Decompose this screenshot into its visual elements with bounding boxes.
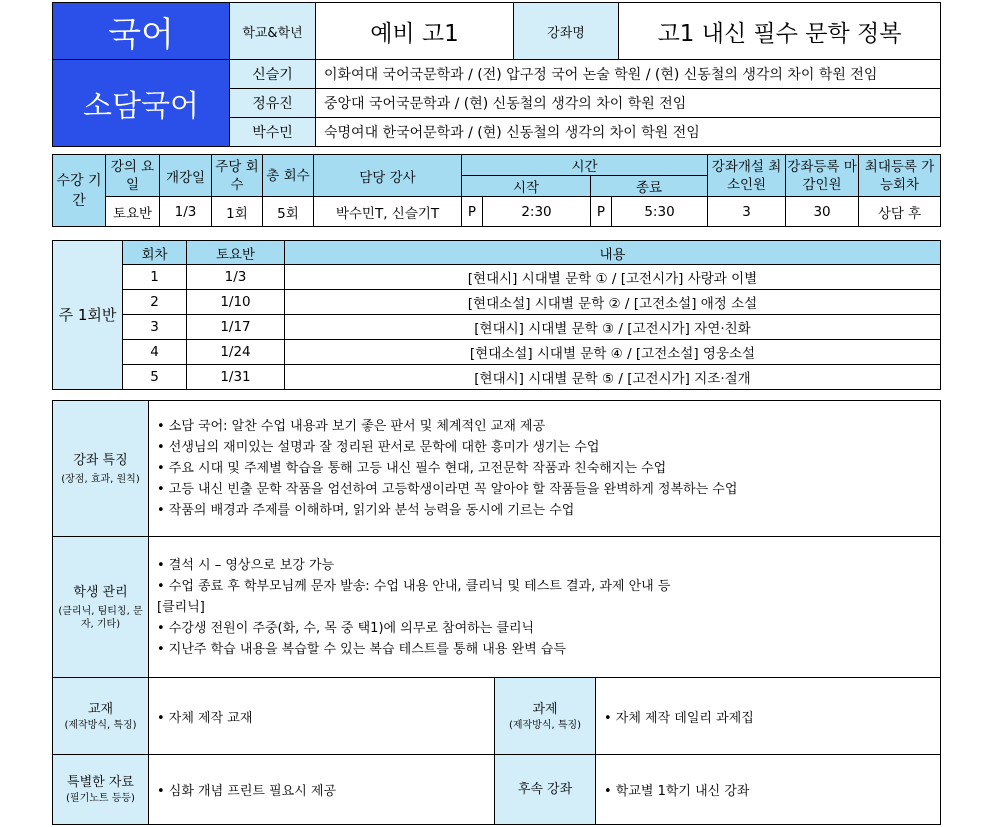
homework-value: • 자체 제작 데일리 과제집 bbox=[596, 678, 941, 755]
day-value: 토요반 bbox=[106, 197, 160, 227]
teacher-header: 담당 강사 bbox=[314, 155, 462, 197]
teacher-bio: 숙명여대 한국어문학과 / (현) 신동철의 생각의 차이 학원 전임 bbox=[316, 118, 941, 147]
teacher-name: 정유진 bbox=[230, 89, 316, 118]
school-grade-value: 예비 고1 bbox=[316, 3, 514, 60]
teacher-value: 박수민T, 신슬기T bbox=[314, 197, 462, 227]
session-number: 2 bbox=[123, 290, 187, 315]
course-header-table bbox=[52, 2, 941, 147]
session-number: 3 bbox=[123, 315, 187, 340]
open-date-value: 1/3 bbox=[160, 197, 212, 227]
list-item: • 지난주 학습 내용을 복습할 수 있는 복습 테스트를 통해 내용 완벽 습득 bbox=[157, 641, 566, 657]
max-header: 최대등록 가능회차 bbox=[859, 155, 941, 197]
min-header: 강좌개설 최소인원 bbox=[708, 155, 786, 197]
management-content bbox=[149, 537, 941, 678]
teacher-bio: 이화여대 국어국문학과 / (전) 압구정 국어 논술 학원 / (현) 신동철의 생각의 차이 학원 전임 bbox=[316, 60, 941, 89]
homework-subtitle: (제작방식, 특징) bbox=[508, 719, 582, 731]
start-ampm: P bbox=[462, 197, 483, 227]
list-item: • 수업 종료 후 학부모님께 문자 발송: 수업 내용 안내, 클리닉 및 테스트 결과, 과제 안내 등 bbox=[157, 578, 671, 594]
per-week-header: 주당 회수 bbox=[212, 155, 263, 197]
features-label bbox=[53, 401, 149, 537]
table-row bbox=[53, 290, 941, 315]
textbook-label bbox=[53, 678, 149, 755]
content-header: 내용 bbox=[285, 241, 941, 265]
session-number: 1 bbox=[123, 265, 187, 290]
start-value: 2:30 bbox=[483, 197, 591, 227]
min-value: 3 bbox=[708, 197, 786, 227]
time-header: 시간 bbox=[462, 155, 708, 176]
management-label bbox=[53, 537, 149, 678]
table-row bbox=[53, 365, 941, 390]
course-name-label: 강좌명 bbox=[514, 3, 619, 60]
start-header: 시작 bbox=[462, 176, 591, 197]
session-content: [현대시] 시대별 문학 ① / [고전시가] 사랑과 이별 bbox=[285, 265, 941, 290]
followup-title: 후속 강좌 bbox=[517, 781, 573, 797]
table-row bbox=[53, 340, 941, 365]
schedule-table bbox=[52, 154, 941, 227]
materials-title: 특별한 자료 bbox=[67, 775, 134, 790]
school-grade-label: 학교&학년 bbox=[230, 3, 316, 60]
session-date: 1/31 bbox=[187, 365, 285, 390]
period-label: 수강 기간 bbox=[53, 155, 106, 227]
session-number: 4 bbox=[123, 340, 187, 365]
list-item: [클리닉] bbox=[157, 599, 205, 615]
end-ampm: P bbox=[591, 197, 612, 227]
end-value: 5:30 bbox=[612, 197, 708, 227]
brand-name: 소담국어 bbox=[53, 60, 230, 147]
materials-subtitle: (필기노트 등등) bbox=[66, 793, 135, 804]
subject-title: 국어 bbox=[53, 3, 230, 60]
features-title: 강좌 특징 bbox=[73, 452, 128, 468]
deadline-value: 30 bbox=[786, 197, 859, 227]
end-header: 종료 bbox=[591, 176, 708, 197]
open-date-header: 개강일 bbox=[160, 155, 212, 197]
course-details-table bbox=[52, 400, 941, 825]
list-item: • 주요 시대 및 주제별 학습을 통해 고등 내신 필수 현대, 고전문학 작품과 친숙해지는 수업 bbox=[157, 461, 667, 476]
session-number: 5 bbox=[123, 365, 187, 390]
course-name-value: 고1 내신 필수 문학 정복 bbox=[619, 3, 941, 60]
teacher-name: 신슬기 bbox=[230, 60, 316, 89]
textbook-value: • 자체 제작 교재 bbox=[149, 678, 495, 755]
weekly-class-label: 주 1회반 bbox=[53, 241, 123, 390]
session-date: 1/10 bbox=[187, 290, 285, 315]
session-header: 회차 bbox=[123, 241, 187, 265]
list-item: • 고등 내신 빈출 문학 작품을 엄선하여 고등학생이라면 꼭 알아야 할 작품들을 완벽하게 정복하는 수업 bbox=[157, 482, 738, 497]
materials-value: • 심화 개념 프린트 필요시 제공 bbox=[149, 755, 495, 825]
management-title: 학생 관리 bbox=[73, 584, 128, 600]
table-row bbox=[53, 315, 941, 340]
per-week-value: 1회 bbox=[212, 197, 263, 227]
teacher-bio: 중앙대 국어국문학과 / (현) 신동철의 생각의 차이 학원 전임 bbox=[316, 89, 941, 118]
table-row bbox=[53, 265, 941, 290]
homework-title: 과제 bbox=[532, 701, 558, 717]
session-date: 1/24 bbox=[187, 340, 285, 365]
list-item: • 작품의 배경과 주제를 이해하며, 읽기와 분석 능력을 동시에 기르는 수업 bbox=[157, 503, 575, 518]
management-subtitle: (클리닉, 팀티칭, 문자, 기타) bbox=[58, 605, 143, 630]
curriculum-table bbox=[52, 240, 941, 390]
total-value: 5회 bbox=[263, 197, 314, 227]
materials-label bbox=[53, 755, 149, 825]
list-item: • 선생님의 재미있는 설명과 잘 정리된 판서로 문학에 대한 흥미가 생기는 수업 bbox=[157, 440, 600, 455]
session-content: [현대시] 시대별 문학 ⑤ / [고전시가] 지조·절개 bbox=[285, 365, 941, 390]
day-header: 강의 요일 bbox=[106, 155, 160, 197]
followup-value: • 학교별 1학기 내신 강좌 bbox=[596, 755, 941, 825]
textbook-subtitle: (제작방식, 특징) bbox=[64, 719, 137, 731]
textbook-title: 교재 bbox=[87, 701, 114, 717]
session-content: [현대소설] 시대별 문학 ④ / [고전소설] 영웅소설 bbox=[285, 340, 941, 365]
deadline-header: 강좌등록 마감인원 bbox=[786, 155, 859, 197]
teacher-name: 박수민 bbox=[230, 118, 316, 147]
session-date: 1/17 bbox=[187, 315, 285, 340]
features-content bbox=[149, 401, 941, 537]
list-item: • 소담 국어: 알찬 수업 내용과 보기 좋은 판서 및 체계적인 교재 제공 bbox=[157, 419, 546, 434]
list-item: • 결석 시 – 영상으로 보강 가능 bbox=[157, 557, 335, 573]
total-header: 총 회수 bbox=[263, 155, 314, 197]
features-subtitle: (장점, 효과, 원칙) bbox=[61, 473, 140, 485]
session-content: [현대시] 시대별 문학 ③ / [고전시가] 자연·친화 bbox=[285, 315, 941, 340]
list-item: • 수강생 전원이 주중(화, 수, 목 중 택1)에 의무로 참여하는 클리닉 bbox=[157, 620, 535, 636]
homework-label bbox=[495, 678, 596, 755]
max-value: 상담 후 bbox=[859, 197, 941, 227]
session-date: 1/3 bbox=[187, 265, 285, 290]
date-header: 토요반 bbox=[187, 241, 285, 265]
followup-label bbox=[495, 755, 596, 825]
session-content: [현대소설] 시대별 문학 ② / [고전소설] 애정 소설 bbox=[285, 290, 941, 315]
